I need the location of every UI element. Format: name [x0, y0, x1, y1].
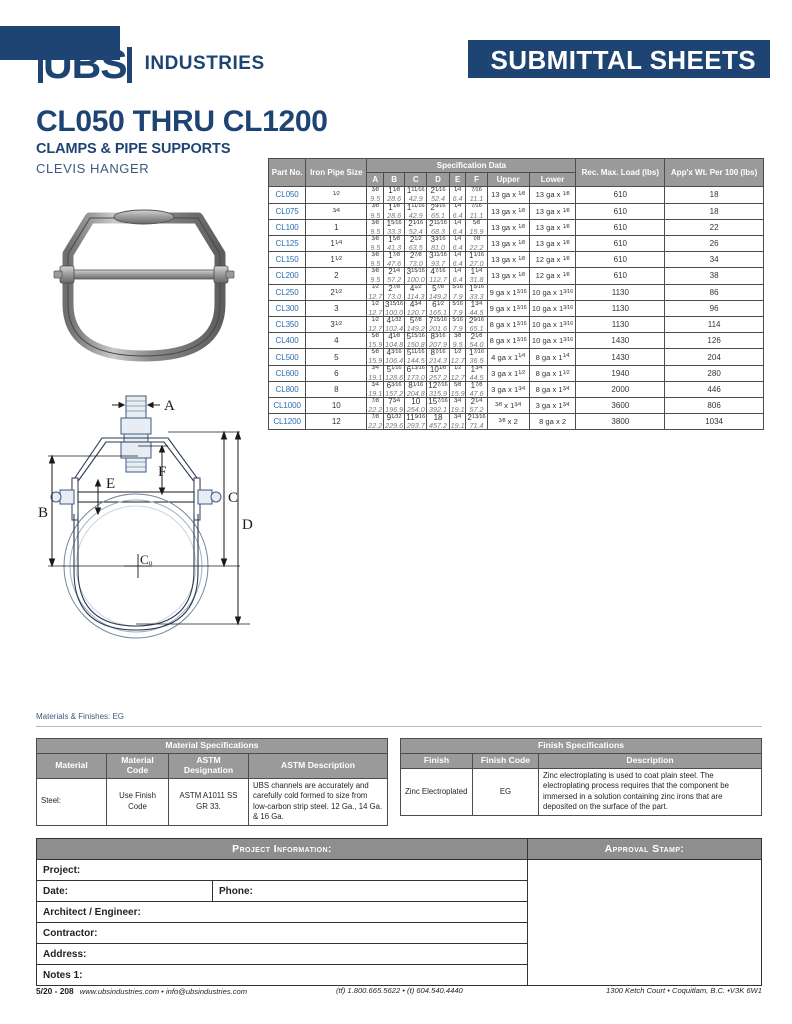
table-header-row-1: [269, 159, 764, 173]
cell-part-no: CL200: [269, 268, 306, 284]
cell-appx-weight: 18: [665, 187, 764, 203]
cell-a: $^7⁄_8$ 22.2: [368, 414, 383, 431]
cell-iron-pipe-size: 6: [306, 365, 367, 381]
cell-c: 10 254.0: [406, 397, 425, 415]
cell-iron-pipe-size: 4: [306, 333, 367, 349]
cell-f: $2^1⁄_8$ 54.0: [466, 333, 487, 349]
footer-address: 1300 Ketch Court • Coquitlam, B.C. •V3K 6W1: [606, 986, 762, 995]
cell-appx-weight: 34: [665, 252, 764, 268]
cell-upper: $^3⁄_8$ x 2: [487, 414, 529, 430]
fs-description-value: Zinc electroplating is used to coat plain steel. The electroplating process requires that the component be immersed in a solution containing zinc irons that are deposited on the surface of the part.: [539, 768, 762, 815]
col-a: A: [367, 173, 384, 187]
cell-a: $^3⁄_4$ 19.1: [368, 365, 383, 382]
cell-part-no: CL400: [269, 333, 306, 349]
cell-c: $3^{15}⁄_{16}$ 100.0: [406, 267, 425, 285]
cell-d: $15^7⁄_{16}$ 392.1: [428, 397, 448, 415]
cell-c: $4^3⁄_4$ 120.7: [406, 299, 425, 317]
cell-e: $^1⁄_4$ 6.4: [449, 268, 466, 284]
logo-text: UBS: [43, 41, 127, 87]
cell-appx-weight: 86: [665, 284, 764, 300]
cell-a: $^7⁄_8$ 22.2: [368, 397, 383, 415]
material-specs-banner: Material Specifications: [37, 739, 388, 754]
col-iron-pipe-size: Iron Pipe Size: [306, 159, 367, 187]
cell-upper: 13 ga x $^1⁄_8$: [487, 235, 529, 251]
cell-part-no: CL075: [269, 203, 306, 219]
cell-f: $2^9⁄_{16}$ 65.1: [466, 317, 487, 333]
cell-d: $4^7⁄_{16}$ 112.7: [427, 268, 450, 284]
cell-b: $1^1⁄_8$ 28.6: [384, 203, 405, 219]
col-appx-weight: App'x Wt. Per 100 (lbs): [665, 159, 764, 187]
field-project[interactable]: Project:: [37, 860, 528, 881]
col-specification-data: Specification Data: [367, 159, 576, 173]
cell-c: $5^{15}⁄_{16}$ 150.8: [406, 332, 425, 350]
field-architect-engineer[interactable]: Architect / Engineer:: [37, 902, 528, 923]
cell-lower: 13 ga x $^1⁄_8$: [529, 219, 576, 235]
cell-lower: 8 ga x $1^3⁄_4$: [529, 381, 576, 397]
dimension-label-a: A: [164, 398, 175, 414]
cell-e: $^5⁄_{16}$ 7.9: [449, 300, 466, 316]
cell-f: $^7⁄_8$ 22.2: [466, 235, 487, 251]
cell-c: $1^{11}⁄_{16}$ 42.9: [405, 203, 427, 219]
cell-e: $^1⁄_4$ 6.4: [449, 203, 466, 219]
table-row: [269, 398, 764, 414]
cell-b: $3^{15}⁄_{16}$ 100.0: [385, 299, 404, 317]
field-address[interactable]: Address:: [37, 944, 528, 965]
cell-appx-weight: 38: [665, 268, 764, 284]
cell-appx-weight: 18: [665, 203, 764, 219]
cell-lower: 13 ga x $^1⁄_8$: [529, 203, 576, 219]
cell-b: $7^3⁄_4$ 196.9: [385, 397, 404, 415]
cell-a: $^3⁄_8$ 9.5: [367, 235, 384, 251]
cell-part-no: CL125: [269, 235, 306, 251]
logo-industries-box: [139, 52, 270, 77]
cell-a: $^3⁄_8$ 9.5: [367, 203, 384, 219]
cell-appx-weight: 806: [665, 398, 764, 414]
col-upper: Upper: [487, 173, 529, 187]
cell-f: $1^3⁄_4$ 44.5: [466, 365, 487, 381]
cell-f: $^7⁄_{16}$ 11.1: [466, 187, 487, 203]
table-row: [269, 365, 764, 381]
page-title: CL050 THRU CL1200: [36, 105, 328, 138]
cell-rec-max-load: 2000: [576, 381, 665, 397]
table-row: [269, 203, 764, 219]
cell-rec-max-load: 1130: [576, 300, 665, 316]
page-subtitle: CLAMPS & PIPE SUPPORTS: [36, 141, 231, 157]
cell-part-no: CL050: [269, 187, 306, 203]
cell-upper: 9 ga x $1^3⁄_{16}$: [487, 284, 529, 300]
cell-iron-pipe-size: 5: [306, 349, 367, 365]
cell-d: $8^3⁄_{16}$ 207.9: [427, 333, 450, 349]
ms-material-value: Steel:: [37, 778, 107, 825]
col-lower: Lower: [529, 173, 576, 187]
cell-a: $^1⁄_2$ 12.7: [368, 284, 383, 301]
dimension-label-f: F: [158, 464, 167, 480]
col-c: C: [405, 173, 427, 187]
cell-part-no: CL1200: [269, 414, 306, 430]
cell-c: $8^1⁄_{16}$ 204.8: [406, 380, 425, 398]
cell-e: $^1⁄_4$ 6.4: [449, 235, 466, 251]
cell-d: $2^1⁄_{16}$ 52.4: [427, 187, 450, 203]
col-b: B: [384, 173, 405, 187]
cell-appx-weight: 1034: [665, 414, 764, 430]
logo-industries-text: INDUSTRIES: [144, 53, 265, 75]
col-part-no: Part No.: [269, 159, 306, 187]
page-footer: [36, 986, 762, 996]
cell-iron-pipe-size: 3: [306, 300, 367, 316]
cell-lower: 8 ga x $1^1⁄_2$: [529, 365, 576, 381]
cell-rec-max-load: 1430: [576, 349, 665, 365]
cell-iron-pipe-size: $^1⁄_2$: [306, 187, 367, 203]
cell-d: $3^3⁄_{16}$ 81.0: [427, 235, 450, 251]
cell-lower: 10 ga x $1^3⁄_{16}$: [529, 284, 576, 300]
clevis-hanger-photo: [28, 186, 260, 382]
cell-f: $1^5⁄_{16}$ 33.3: [466, 284, 487, 300]
cell-b: $1^5⁄_{16}$ 33.3: [384, 219, 405, 235]
cell-lower: 8 ga x 2: [529, 414, 576, 430]
cell-appx-weight: 96: [665, 300, 764, 316]
approval-stamp-area[interactable]: [528, 860, 762, 986]
cell-e: $^3⁄_4$ 19.1: [450, 397, 465, 415]
fs-col-description: Description: [539, 753, 762, 768]
cell-iron-pipe-size: $1^1⁄_4$: [306, 235, 367, 251]
cell-e: $^5⁄_{16}$ 7.9: [449, 317, 466, 333]
cell-lower: 3 ga x $1^3⁄_4$: [529, 398, 576, 414]
cell-part-no: CL600: [269, 365, 306, 381]
cell-e: $^1⁄_2$ 12.7: [450, 349, 465, 366]
cell-part-no: CL100: [269, 219, 306, 235]
cell-lower: 13 ga x $^1⁄_8$: [529, 187, 576, 203]
material-specifications-table: [36, 738, 388, 826]
dimension-label-d: D: [242, 517, 253, 533]
cell-a: $^5⁄_8$ 15.9: [368, 333, 383, 350]
cell-upper: 13 ga x $^1⁄_8$: [487, 268, 529, 284]
cell-b: $1^1⁄_8$ 28.6: [384, 187, 405, 203]
cell-upper: 3 ga x $1^3⁄_4$: [487, 381, 529, 397]
cell-f: $1^3⁄_4$ 44.5: [466, 300, 487, 316]
cell-lower: 10 ga x $1^3⁄_{16}$: [529, 333, 576, 349]
cell-e: $^1⁄_4$ 6.4: [449, 219, 466, 235]
table-row: [269, 414, 764, 430]
cell-b: $1^5⁄_8$ 41.3: [384, 235, 405, 251]
cell-a: $^5⁄_8$ 15.9: [368, 349, 383, 366]
cell-f: $1^1⁄_{16}$ 27.0: [466, 252, 487, 268]
specification-table: [268, 158, 764, 430]
cell-appx-weight: 280: [665, 365, 764, 381]
cell-upper: 4 ga x $1^1⁄_4$: [487, 349, 529, 365]
cell-upper: 13 ga x $^1⁄_8$: [487, 252, 529, 268]
cell-f: $1^1⁄_4$ 31.8: [466, 268, 487, 284]
cell-e: $^5⁄_8$ 15.9: [450, 381, 465, 398]
cell-appx-weight: 114: [665, 317, 764, 333]
table-row: [269, 252, 764, 268]
cell-d: $6^1⁄_2$ 165.1: [427, 300, 450, 316]
cell-b: $4^3⁄_{16}$ 106.4: [385, 348, 404, 366]
cell-rec-max-load: 610: [576, 187, 665, 203]
cell-b: $4^1⁄_{32}$ 102.4: [385, 316, 404, 333]
cell-upper: 8 ga x $1^3⁄_{16}$: [487, 333, 529, 349]
cell-iron-pipe-size: 10: [306, 398, 367, 414]
field-phone[interactable]: Phone:: [213, 881, 528, 902]
cell-c: $2^1⁄_{16}$ 52.4: [405, 219, 427, 235]
cell-rec-max-load: 3600: [576, 398, 665, 414]
cell-d: $8^7⁄_{16}$ 214.3: [427, 349, 450, 365]
cell-iron-pipe-size: 1: [306, 219, 367, 235]
ms-col-material-code: Material Code: [107, 753, 169, 778]
cell-e: $^1⁄_4$ 6.4: [449, 252, 466, 268]
cell-a: $^3⁄_8$ 9.5: [367, 219, 384, 235]
cell-e: $^1⁄_4$ 6.4: [449, 187, 466, 203]
field-date[interactable]: Date:: [37, 881, 213, 902]
ms-code-value: Use Finish Code: [107, 778, 169, 825]
cell-iron-pipe-size: 12: [306, 414, 367, 430]
finish-specs-banner: Finish Specifications: [401, 739, 762, 754]
cell-lower: 10 ga x $1^3⁄_{16}$: [529, 317, 576, 333]
cell-rec-max-load: 1940: [576, 365, 665, 381]
cell-c: $4^1⁄_2$ 114.3: [405, 284, 427, 300]
ms-description-value: UBS channels are accurately and carefully cold formed to size from low-carbon strip steel. 12 Ga., 14 Ga. & 16 Ga.: [249, 778, 388, 825]
cell-part-no: CL300: [269, 300, 306, 316]
cell-iron-pipe-size: $2^1⁄_2$: [306, 284, 367, 300]
cell-lower: 12 ga x $^1⁄_8$: [529, 252, 576, 268]
cell-c: $1^{11}⁄_{16}$ 42.9: [405, 187, 427, 203]
table-row: [269, 235, 764, 251]
col-d: D: [427, 173, 450, 187]
project-info-banner: Project Information:: [37, 839, 528, 860]
cell-part-no: CL250: [269, 284, 306, 300]
cell-appx-weight: 26: [665, 235, 764, 251]
footer-website: www.ubsindustries.com • info@ubsindustries.com: [79, 987, 248, 996]
table-row: [269, 349, 764, 365]
cell-f: $^5⁄_8$ 15.9: [466, 219, 487, 235]
drawing-column: [28, 186, 260, 672]
cell-rec-max-load: 610: [576, 203, 665, 219]
cell-rec-max-load: 610: [576, 235, 665, 251]
page-header: [0, 0, 792, 92]
cell-b: $2^1⁄_4$ 57.2: [384, 268, 405, 284]
cell-rec-max-load: 1130: [576, 317, 665, 333]
clevis-hanger-dimension-diagram: [28, 384, 268, 672]
cell-upper: 13 ga x $^1⁄_8$: [487, 203, 529, 219]
cell-upper: 9 ga x $1^3⁄_{16}$: [487, 300, 529, 316]
cell-c: $2^1⁄_2$ 63.5: [405, 235, 427, 251]
field-contractor[interactable]: Contractor:: [37, 923, 528, 944]
cell-f: $2^{13}⁄_{16}$ 71.4: [467, 413, 486, 431]
cell-part-no: CL350: [269, 317, 306, 333]
cell-a: $^3⁄_8$ 9.5: [367, 187, 384, 203]
dimension-label-e: E: [106, 476, 116, 492]
cell-a: $^3⁄_8$ 9.5: [367, 252, 384, 268]
cell-d: $2^9⁄_{16}$ 65.1: [427, 203, 450, 219]
table-row: [269, 300, 764, 316]
fs-finish-value: Zinc Electroplated: [401, 768, 473, 815]
cell-a: $^1⁄_2$ 12.7: [368, 300, 383, 317]
col-f: F: [466, 173, 487, 187]
cell-iron-pipe-size: $3^1⁄_2$: [306, 317, 367, 333]
material-spec-row: [37, 778, 388, 825]
ms-astm-value: ASTM A1011 SS GR 33.: [169, 778, 249, 825]
table-row: [269, 219, 764, 235]
cell-c: $5^7⁄_8$ 149.2: [406, 316, 425, 333]
cell-d: $12^7⁄_{16}$ 315.9: [428, 380, 448, 398]
cell-f: $^7⁄_{16}$ 11.1: [466, 203, 487, 219]
approval-stamp-banner: Approval Stamp:: [528, 839, 762, 860]
cell-c: $2^7⁄_8$ 73.0: [405, 252, 427, 268]
cell-f: $2^1⁄_4$ 57.2: [466, 398, 487, 414]
footer-doc-code: 5/20 - 208: [36, 986, 74, 996]
cell-rec-max-load: 610: [576, 268, 665, 284]
company-logo: [38, 41, 270, 87]
logo-right-bar-icon: [127, 47, 132, 83]
table-row: [269, 317, 764, 333]
cell-rec-max-load: 610: [576, 219, 665, 235]
cell-b: $6^3⁄_{16}$ 157.2: [385, 380, 404, 398]
materials-finishes-note: Materials & Finishes: EG: [36, 712, 125, 721]
cell-upper: 13 ga x $^1⁄_8$: [487, 219, 529, 235]
footer-phone: (tf) 1.800.665.5622 • (t) 604.540.4440: [336, 986, 463, 995]
table-row: [269, 187, 764, 203]
cell-lower: 10 ga x $1^3⁄_{16}$: [529, 300, 576, 316]
cell-part-no: CL1000: [269, 398, 306, 414]
cell-appx-weight: 204: [665, 349, 764, 365]
col-rec-max-load: Rec. Max. Load (lbs): [576, 159, 665, 187]
cell-lower: 12 ga x $^1⁄_8$: [529, 268, 576, 284]
cell-b: $4^1⁄_8$ 104.8: [385, 332, 404, 350]
col-e: E: [449, 173, 466, 187]
cell-c: $6^{13}⁄_{16}$ 173.0: [406, 364, 425, 382]
cell-rec-max-load: 3800: [576, 414, 665, 430]
cell-d: $3^{11}⁄_{16}$ 93.7: [427, 252, 450, 268]
fs-col-finish-code: Finish Code: [473, 753, 539, 768]
cell-upper: 13 ga x $^1⁄_8$: [487, 187, 529, 203]
cell-part-no: CL500: [269, 349, 306, 365]
ms-col-material: Material: [37, 753, 107, 778]
cell-iron-pipe-size: $^3⁄_4$: [306, 203, 367, 219]
fs-col-finish: Finish: [401, 753, 473, 768]
table-row: [269, 268, 764, 284]
cell-c: $11^9⁄_{16}$ 293.7: [406, 413, 426, 431]
cell-rec-max-load: 610: [576, 252, 665, 268]
cell-f: $1^7⁄_{16}$ 36.5: [466, 349, 487, 365]
cell-e: $^3⁄_8$ 9.5: [449, 333, 466, 349]
cell-d: $10^1⁄_8$ 257.2: [427, 365, 450, 381]
cell-upper: 3 ga x $1^1⁄_2$: [487, 365, 529, 381]
cell-d: 18 457.2: [427, 414, 450, 430]
cell-a: $^3⁄_8$ 9.5: [367, 268, 384, 284]
cell-part-no: CL150: [269, 252, 306, 268]
ms-col-astm-designation: ASTM Designation: [169, 753, 249, 778]
finish-spec-row: [401, 768, 762, 815]
cell-d: $2^{11}⁄_{16}$ 68.3: [427, 219, 450, 235]
submittal-sheets-title: SUBMITTAL SHEETS: [490, 45, 756, 75]
cell-d: $7^{15}⁄_{16}$ 201.6: [427, 317, 450, 333]
cell-upper: $^3⁄_8$ x $1^3⁄_4$: [487, 398, 529, 414]
ms-col-astm-description: ASTM Description: [249, 753, 388, 778]
table-row: [269, 381, 764, 397]
cell-lower: 8 ga x $1^1⁄_4$: [529, 349, 576, 365]
cell-upper: 8 ga x $1^3⁄_{16}$: [487, 317, 529, 333]
cell-iron-pipe-size: 2: [306, 268, 367, 284]
fs-code-value: EG: [473, 768, 539, 815]
cell-a: $^1⁄_2$ 12.7: [368, 316, 383, 333]
cell-b: $2^7⁄_8$ 73.0: [384, 284, 405, 300]
cell-e: $^1⁄_2$ 12.7: [450, 365, 465, 382]
dimension-label-b: B: [38, 505, 49, 521]
cell-b: $9^1⁄_{32}$ 229.6: [385, 413, 404, 431]
cell-e: $^3⁄_4$ 19.1: [450, 414, 465, 431]
cell-lower: 13 ga x $^1⁄_8$: [529, 235, 576, 251]
centerline-label: Cₒ: [140, 552, 153, 567]
cell-b: $5^1⁄_{16}$ 128.6: [385, 364, 404, 382]
cell-c: $5^{11}⁄_{16}$ 144.5: [406, 348, 425, 366]
cell-rec-max-load: 1430: [576, 333, 665, 349]
table-row: [269, 333, 764, 349]
cell-appx-weight: 22: [665, 219, 764, 235]
dimension-label-c: C: [228, 490, 239, 506]
finish-specifications-table: [400, 738, 762, 816]
materials-divider: [36, 726, 762, 727]
cell-appx-weight: 126: [665, 333, 764, 349]
cell-iron-pipe-size: 8: [306, 381, 367, 397]
table-row: [269, 284, 764, 300]
cell-iron-pipe-size: $1^1⁄_2$: [306, 252, 367, 268]
product-name: CLEVIS HANGER: [36, 161, 150, 176]
cell-part-no: CL800: [269, 381, 306, 397]
project-information-table: [36, 838, 762, 986]
cell-d: $5^7⁄_8$ 149.2: [427, 284, 450, 300]
cell-rec-max-load: 1130: [576, 284, 665, 300]
cell-f: $1^7⁄_8$ 47.6: [466, 381, 487, 397]
cell-appx-weight: 446: [665, 381, 764, 397]
field-notes[interactable]: Notes 1:: [37, 965, 528, 986]
cell-e: $^5⁄_{16}$ 7.9: [449, 284, 466, 300]
cell-a: $^3⁄_4$ 19.1: [368, 381, 383, 398]
cell-b: $1^7⁄_8$ 47.6: [384, 252, 405, 268]
